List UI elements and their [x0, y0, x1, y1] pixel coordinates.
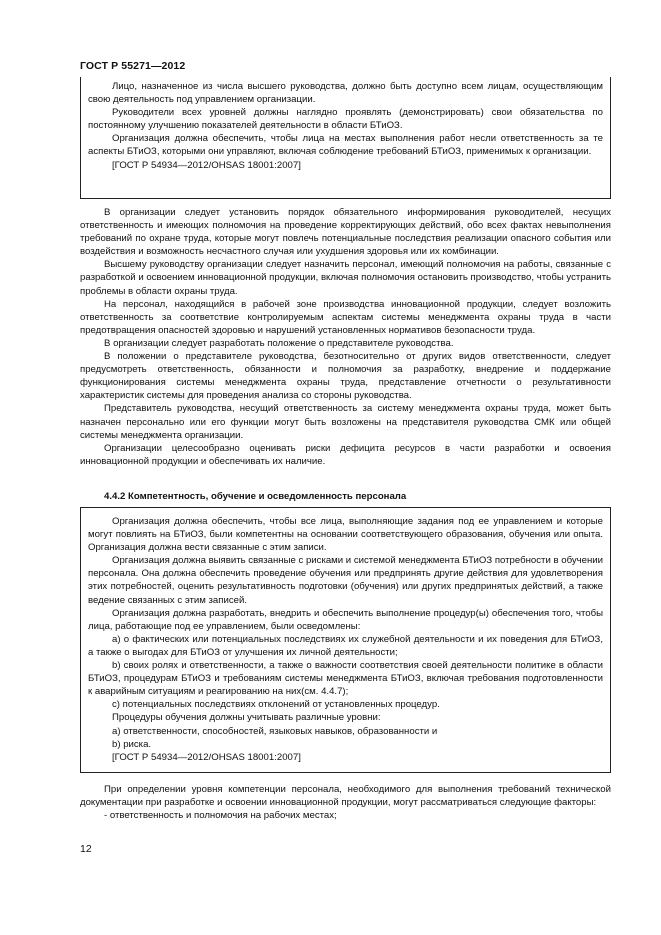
box-paragraph: Организация должна выявить связанные с рисками и системой менеджмента БТиОЗ потребности в обучении персонала. Она должна обеспечить проведение обучения или предпринять другие действия для удовлетворения этих потребностей, оценить результативность подготовки (обучения) или других предпринятых действий, а также ведение связанных с этим записей.: [88, 555, 603, 606]
body-paragraph: При определении уровня компетенции персонала, необходимого для выполнения требований технической документации при разработке и освоении инновационной продукции, могут рассматриваться следующие факторы:: [80, 784, 611, 809]
box-paragraph: Организация должна обеспечить, чтобы лица на местах выполнения работ несли ответственность за те аспекты БТиОЗ, которыми они управляют, включая соблюдение требований БТиОЗ, применимых к организации.: [88, 133, 603, 158]
list-item: b) своих ролях и ответственности, а также о важности соответствия своей деятельности политике в области БТиОЗ, процедурам БТиОЗ и требованиям системы менеджмента БТиОЗ, включая требования подготовленности к аварийным ситуациям и реагированию на них(см. 4.4.7);: [88, 660, 603, 698]
box-paragraph: Организация должна разработать, внедрить и обеспечить выполнение процедур(ы) обеспечения того, чтобы лица, работающие под ее управлением, были осведомлены:: [88, 607, 603, 632]
body-paragraph: Представитель руководства, несущий ответственность за систему менеджмента охраны труда, может быть назначен персонально или его функции могут быть возложены на представителя руководства СМК или общей системы менеджмента организации.: [80, 403, 611, 441]
list-item: а) о фактических или потенциальных последствиях их служебной деятельности и их поведения для БТиОЗ, а также о выгодах для БТиОЗ от улучшения их личной деятельности;: [88, 633, 603, 658]
section-heading: 4.4.2 Компетентность, обучение и осведомленность персонала: [104, 491, 407, 502]
body-paragraph: Высшему руководству организации следует назначить персонал, имеющий полномочия на работы, связанные с разработкой и освоением инновационной продукции, включая полномочия остановить производство, чтобы устранить проблемы в области охраны труда.: [80, 259, 611, 297]
box-paragraph: Руководители всех уровней должны наглядно проявлять (демонстрировать) свои обязательства по постоянному улучшению показателей деятельности в области БТиОЗ.: [88, 107, 603, 132]
body-paragraph: В положении о представителе руководства, безотносительно от других видов ответственности, следует предусмотреть ответственность, обязанности и полномочия за разработку, внедрение и поддержание функционирования системы менеджмента охраны труда, представление отчетности о результативности характеристик системы для проведения анализа со стороны руководства.: [80, 351, 611, 402]
body-paragraph: В организации следует установить порядок обязательного информирования руководителей, несущих ответственность и имеющих полномочия на проведение корректирующих действий, обо всех фактах невыполнения требований по охране труда, которые могут повлечь потенциальные последствия реализации опасного события или воздействия и возможность несчастного случая или ухудшения здоровья или их комбинации.: [80, 207, 611, 258]
list-item: b) риска.: [112, 738, 152, 750]
body-paragraph: Организации целесообразно оценивать риски дефицита ресурсов в части разработки и освоения инновационной продукции и обеспечивать их наличие.: [80, 442, 611, 467]
body-paragraph: В организации следует разработать положение о представителе руководства.: [104, 337, 454, 349]
box-paragraph: Процедуры обучения должны учитывать различные уровни:: [112, 712, 381, 724]
quoted-requirement-box: [80, 507, 611, 773]
list-item: c) потенциальных последствиях отклонений от установленных процедур.: [112, 699, 440, 711]
page-number: 12: [80, 843, 92, 855]
body-text: [80, 783, 611, 822]
body-text: [80, 206, 611, 468]
body-paragraph: На персонал, находящийся в рабочей зоне производства инновационной продукции, следует возложить ответственность за соответствие контролируемым аспектам системы менеджмента охраны труда в части предотвращения опасностей здоровью и нарушений установленных нормативов безопасности труда.: [80, 298, 611, 336]
standard-reference: [ГОСТ Р 54934—2012/OHSAS 18001:2007]: [112, 159, 301, 171]
list-item: - ответственность и полномочия на рабочих местах;: [104, 810, 337, 822]
standard-reference: [ГОСТ Р 54934—2012/OHSAS 18001:2007]: [112, 751, 301, 763]
box-paragraph: Лицо, назначенное из числа высшего руководства, должно быть доступно всем лицам, осуществляющим свою деятельность под управлением организации.: [88, 81, 603, 106]
quoted-requirement-box: [80, 77, 611, 199]
list-item: а) ответственности, способностей, языковых навыков, образованности и: [112, 725, 438, 737]
document-header: ГОСТ Р 55271—2012: [80, 60, 186, 72]
box-paragraph: Организация должна обеспечить, чтобы все лица, выполняющие задания под ее управлением и которые могут повлиять на БТиОЗ, были компетентны на основании соответствующего образования, обучения или опыта. Организация должна вести связанные с этим записи.: [88, 516, 603, 554]
